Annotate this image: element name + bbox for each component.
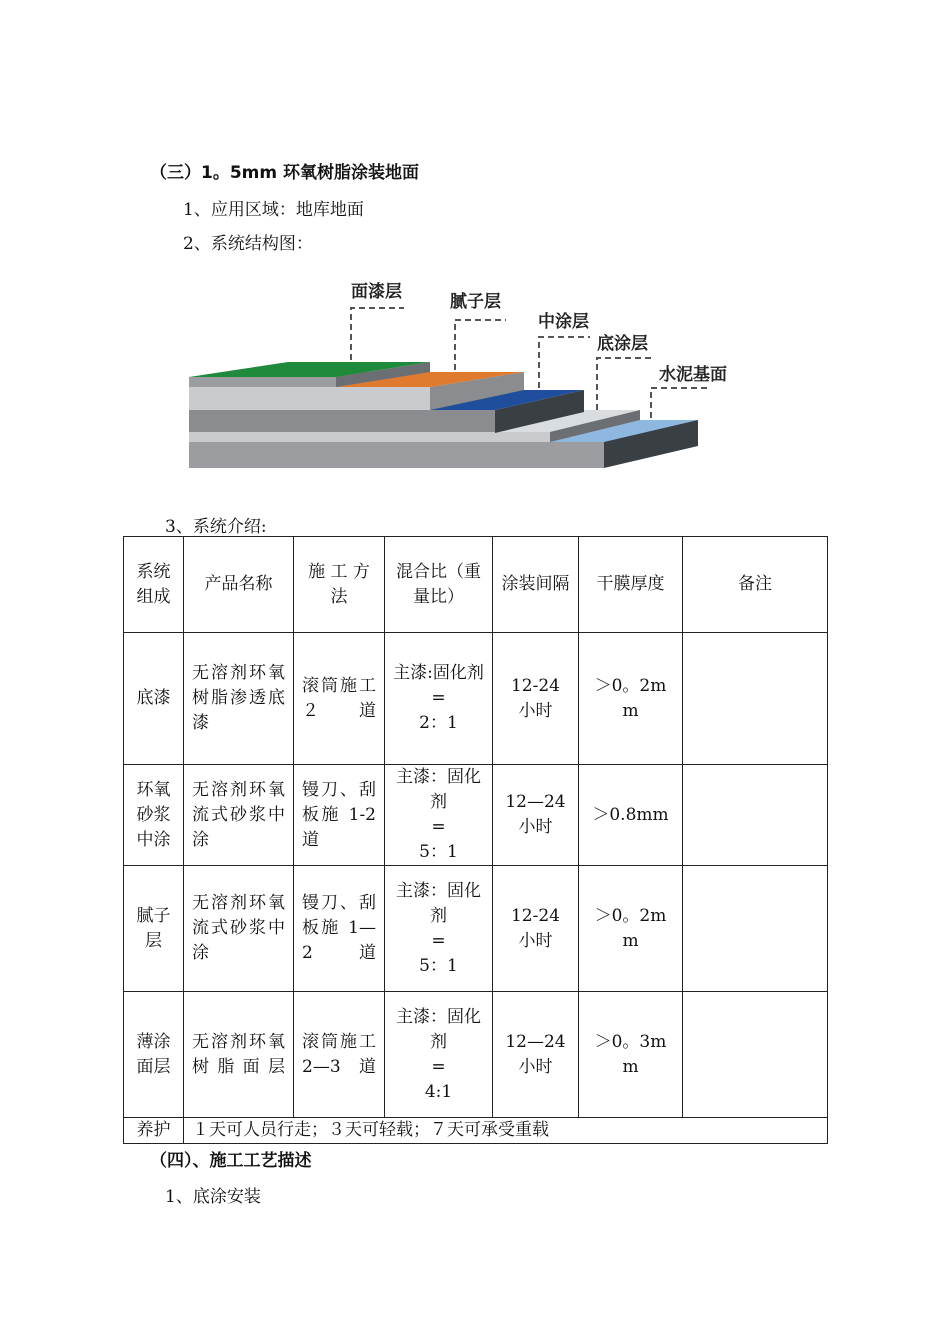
system-structure-diagram xyxy=(0,270,950,490)
leader-line-midcoat xyxy=(539,337,590,388)
label-cement: 水泥基面 xyxy=(659,365,727,385)
leader-line-cement xyxy=(651,388,710,418)
cell-ratio: 主漆：固化剂 = 5：1 xyxy=(385,866,493,992)
cell-system: 腻子层 xyxy=(124,866,184,992)
leader-line-topcoat xyxy=(351,308,404,360)
label-primer: 底涂层 xyxy=(597,334,648,354)
cell-maintenance-label: 养护 xyxy=(124,1118,184,1144)
cell-method: 镘刀、刮板施 1—2 道 xyxy=(294,866,385,992)
cell-interval: 12—24 小时 xyxy=(493,992,579,1118)
cell-thickness: ＞0。2mm xyxy=(579,866,683,992)
cell-system: 薄涂面层 xyxy=(124,992,184,1118)
table-row xyxy=(124,633,828,765)
cell-remark xyxy=(683,992,828,1118)
structure-heading: 2、系统结构图： xyxy=(183,234,313,254)
table-row xyxy=(124,765,828,866)
header-cell: 混合比（重量比） xyxy=(385,537,493,633)
application-area: 1、应用区域：地库地面 xyxy=(183,200,364,220)
primer-front xyxy=(189,432,551,442)
label-midcoat: 中涂层 xyxy=(538,312,589,332)
cell-remark xyxy=(683,866,828,992)
cell-method: 镘刀、刮板施 1-2 道 xyxy=(294,765,385,866)
cell-ratio: 主漆:固化剂 = 2：1 xyxy=(385,633,493,765)
system-spec-table xyxy=(123,536,828,1144)
cell-interval: 12—24 小时 xyxy=(493,765,579,866)
cell-product: 无溶剂环氧树脂面层 xyxy=(184,992,294,1118)
cell-system: 环氧砂浆中涂 xyxy=(124,765,184,866)
mid-coat-front xyxy=(189,410,495,432)
section4-title: （四）、施工工艺描述 xyxy=(150,1151,312,1171)
header-cell: 备注 xyxy=(683,537,828,633)
cell-remark xyxy=(683,765,828,866)
table-header-row xyxy=(124,537,828,633)
cell-maintenance-text: １天可人员行走；３天可轻载；７天可承受重载 xyxy=(184,1118,828,1144)
top-coat-front xyxy=(189,377,336,387)
table-row xyxy=(124,992,828,1118)
cell-interval: 12-24 小时 xyxy=(493,633,579,765)
label-topcoat: 面漆层 xyxy=(351,282,402,302)
primer-install-heading: 1、底涂安装 xyxy=(165,1187,261,1207)
cell-ratio: 主漆：固化剂 = 5：1 xyxy=(385,765,493,866)
cell-ratio: 主漆：固化剂 = 4:1 xyxy=(385,992,493,1118)
cell-system: 底漆 xyxy=(124,633,184,765)
header-cell: 产品名称 xyxy=(184,537,294,633)
header-cell: 施 工 方 法 xyxy=(294,537,385,633)
cell-interval: 12-24 小时 xyxy=(493,866,579,992)
cell-thickness: ＞0.8mm xyxy=(579,765,683,866)
cell-product: 无溶剂环氧流式砂浆中涂 xyxy=(184,765,294,866)
header-cell: 干膜厚度 xyxy=(579,537,683,633)
cell-thickness: ＞0。2mm xyxy=(579,633,683,765)
cell-remark xyxy=(683,633,828,765)
section-title: （三）1。5mm 环氧树脂涂装地面 xyxy=(150,163,420,183)
cell-product: 无溶剂环氧流式砂浆中涂 xyxy=(184,866,294,992)
leader-line-primer xyxy=(597,358,655,410)
header-cell: 系统组成 xyxy=(124,537,184,633)
cell-method: 滚筒施工２道 xyxy=(294,633,385,765)
label-putty: 腻子层 xyxy=(450,292,501,312)
cell-product: 无溶剂环氧树脂渗透底漆 xyxy=(184,633,294,765)
cell-thickness: ＞0。3mm xyxy=(579,992,683,1118)
table-row xyxy=(124,866,828,992)
system-intro-heading: 3、系统介绍: xyxy=(165,517,267,537)
cement-base-front xyxy=(189,442,604,468)
leader-line-putty xyxy=(455,320,506,370)
putty-front xyxy=(189,387,430,410)
cell-method: 滚筒施工 2—3 道 xyxy=(294,992,385,1118)
table-footer-row xyxy=(124,1118,828,1144)
header-cell: 涂装间隔 xyxy=(493,537,579,633)
